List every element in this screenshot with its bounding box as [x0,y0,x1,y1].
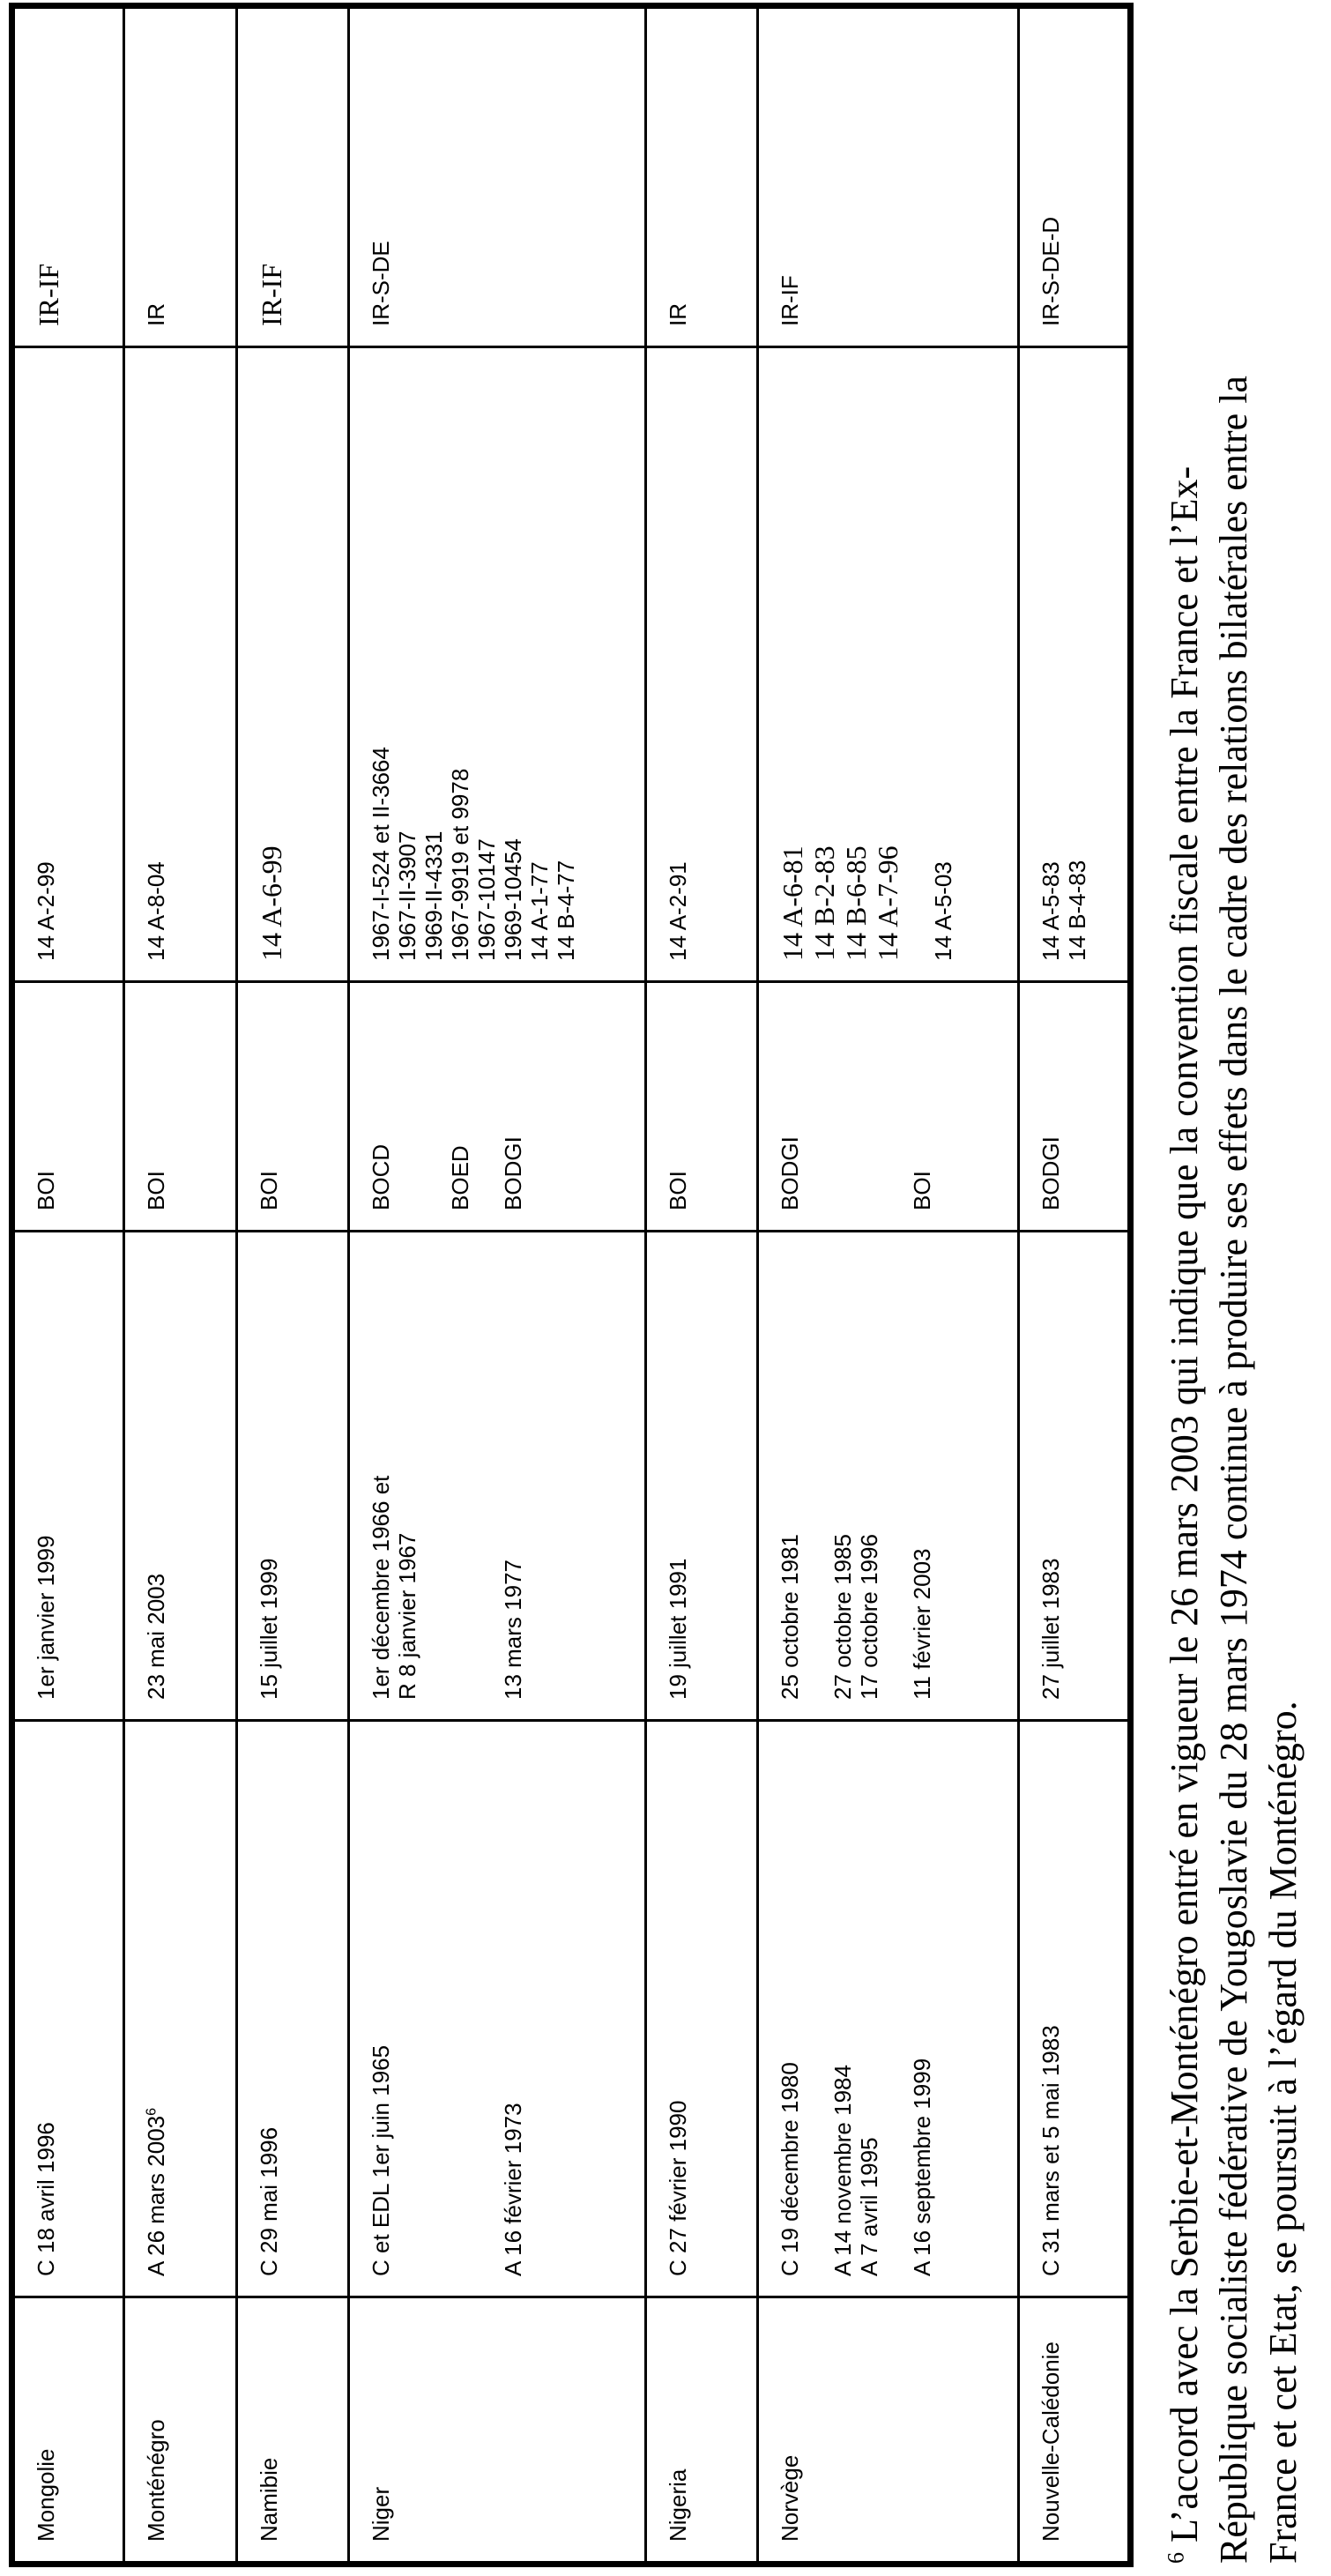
reference-cell [349,347,646,982]
reference-line: 14 A-7-96 [872,845,904,961]
footnote-line: France et cet Etat, se poursuit à l’égard du Monténégro. [1261,1701,1305,2564]
publication-cell [645,982,757,1232]
date-line: 23 mai 2003 [143,1573,170,1700]
country-name: Niger [368,2486,395,2542]
table-row [236,6,348,2565]
text-cell [12,1721,124,2297]
country-name: Nigeria [664,2468,691,2542]
country-cell [124,2297,236,2565]
reference-cell [12,347,124,982]
reference-line: 14 A-6-99 [255,845,287,961]
footnote-reference: 6 [144,2107,160,2116]
footnote-line [1160,25,1209,2564]
spacer [420,1252,447,1700]
publication-line: BODGI [1037,1136,1064,1210]
taxes-value: IR-IF [33,263,64,326]
text-cell [236,1721,348,2297]
date-line: 1er janvier 1999 [33,1535,59,1700]
reference-line: 14 B-4-83 [1063,860,1090,961]
country-name: Monténégro [143,2419,170,2542]
taxes-value: IR-IF [777,275,804,326]
spacer [829,1002,856,1210]
text-line: A 7 avril 1995 [856,2137,883,2276]
spacer [856,1002,882,1210]
reference-line: 1967-9919 et 9978 [447,768,474,961]
publication-line: BOI [255,1171,282,1210]
spacer [447,1741,473,2276]
date-cell [124,1232,236,1721]
date-cell [758,1232,1018,1721]
reference-line: 14 A-2-99 [33,861,59,961]
publication-cell [124,982,236,1232]
spacer [473,1252,500,1700]
reference-cell [236,347,348,982]
date-line: R 8 janvier 1967 [394,1532,421,1700]
publication-cell [12,982,124,1232]
text-line: C 19 décembre 1980 [777,2062,804,2276]
spacer [447,1252,473,1700]
taxes-value: IR [664,303,691,326]
text-line [143,1741,169,2276]
text-line: C et EDL 1er juin 1965 [368,2044,395,2276]
spacer [803,1002,829,1210]
taxes-cell [645,6,757,347]
publication-line: BOI [664,1171,691,1210]
date-line: 25 octobre 1981 [777,1534,804,1700]
reference-line: 14 A-8-04 [143,861,170,961]
text-cell [349,1721,646,2297]
text-cell [645,1721,757,2297]
spacer [882,1002,909,1210]
spacer [420,1741,447,2276]
publication-cell [349,982,646,1232]
taxes-cell [124,6,236,347]
publication-line: BOCD [368,1143,395,1210]
publication-line: BOI [909,1171,936,1210]
reference-line: 1969-II-4331 [420,830,448,961]
country-name: Nouvelle-Calédonie [1037,2341,1064,2542]
date-cell [236,1232,348,1721]
text-line: C 27 février 1990 [664,2100,691,2276]
date-line: 27 octobre 1985 [829,1534,857,1700]
spacer [882,1252,909,1700]
reference-cell [124,347,236,982]
date-line: 1er décembre 1966 et [368,1475,395,1700]
taxes-cell [349,6,646,347]
table-row [124,6,236,2565]
reference-line: 1967-II-3907 [394,830,421,961]
date-line: 15 juillet 1999 [255,1558,282,1700]
text-line: A 16 février 1973 [500,2103,527,2276]
table-row [645,6,757,2565]
date-cell [1018,1232,1130,1721]
taxes-cell [758,6,1018,347]
text-line: C 31 mars et 5 mai 1983 [1037,2025,1064,2276]
spacer [473,1002,500,1210]
conventions-table [9,3,1134,2567]
spacer [394,1002,420,1210]
reference-cell [645,347,757,982]
country-cell [645,2297,757,2565]
reference-line: 14 B-2-83 [808,845,841,961]
table-row [1018,6,1130,2565]
taxes-value: IR-IF [255,263,287,326]
reference-line: 14 A-2-91 [664,861,691,961]
taxes-cell [236,6,348,347]
country-name: Namibie [255,2457,282,2542]
table-row [349,6,646,2565]
country-cell [1018,2297,1130,2565]
table-row [758,6,1018,2565]
publication-cell [236,982,348,1232]
publication-cell [1018,982,1130,1232]
spacer [882,1741,909,2276]
table-row [12,6,124,2565]
taxes-value: IR-S-DE-D [1037,216,1064,326]
country-cell [349,2297,646,2565]
taxes-cell [1018,6,1130,347]
table-body [12,6,1131,2565]
text-line-content: A 26 mars 2003 [143,2115,170,2276]
text-cell [1018,1721,1130,2297]
text-cell [758,1721,1018,2297]
publication-line: BOI [143,1171,170,1210]
spacer [394,1741,420,2276]
publication-line: BODGI [500,1136,527,1210]
country-cell [236,2297,348,2565]
reference-line: 14 A-5-03 [930,861,957,961]
text-cell [124,1721,236,2297]
date-cell [645,1232,757,1721]
text-line: A 14 novembre 1984 [829,2065,857,2276]
taxes-cell [12,6,124,347]
footnote-line: République socialiste fédérative de Yougoslavie du 28 mars 1974 continue à produire ses effets dans le cadre des relations bilatérales entre la [1212,376,1255,2564]
date-line: 13 mars 1977 [500,1560,527,1700]
footnote-marker: 6 [1163,2552,1189,2564]
date-line: 27 juillet 1983 [1037,1558,1064,1700]
reference-line: 14 A-5-83 [1037,861,1064,961]
spacer [420,1002,447,1210]
spacer [803,1252,829,1700]
date-cell [12,1232,124,1721]
footnote-text: L’accord avec la Serbie-et-Monténégro entré en vigueur le 26 mars 2003 qui indique que la convention fiscale entre la France et l’Ex- [1163,465,1206,2552]
reference-cell [1018,347,1130,982]
text-line: C 29 mai 1996 [255,2126,282,2276]
spacer [803,1741,829,2276]
country-name: Norvège [777,2454,804,2542]
publication-cell [758,982,1018,1232]
date-cell [349,1232,646,1721]
publication-line: BODGI [777,1136,804,1210]
text-line: A 16 septembre 1999 [909,2058,936,2276]
reference-line: 1969-10454 [500,838,527,961]
reference-line: 1967-10147 [473,838,501,961]
reference-cell [758,347,1018,982]
publication-line: BOI [33,1171,59,1210]
footnote [1160,25,1308,2564]
text-line: C 18 avril 1996 [33,2122,59,2276]
reference-line: 14 A-6-81 [777,845,809,961]
country-cell [12,2297,124,2565]
country-name: Mongolie [33,2448,59,2542]
spacer [473,1741,500,2276]
taxes-value: IR [143,303,170,326]
date-line: 17 octobre 1996 [856,1534,883,1700]
reference-line: 1967-I-524 et II-3664 [368,747,395,961]
publication-line: BOED [447,1145,474,1210]
date-line: 19 juillet 1991 [664,1558,691,1700]
reference-line: 14 B-6-85 [840,845,873,961]
reference-line: 14 B-4-77 [553,860,580,961]
reference-line: 14 A-1-77 [526,861,554,961]
country-cell [758,2297,1018,2565]
date-line: 11 février 2003 [909,1548,936,1700]
taxes-value: IR-S-DE [368,241,395,326]
